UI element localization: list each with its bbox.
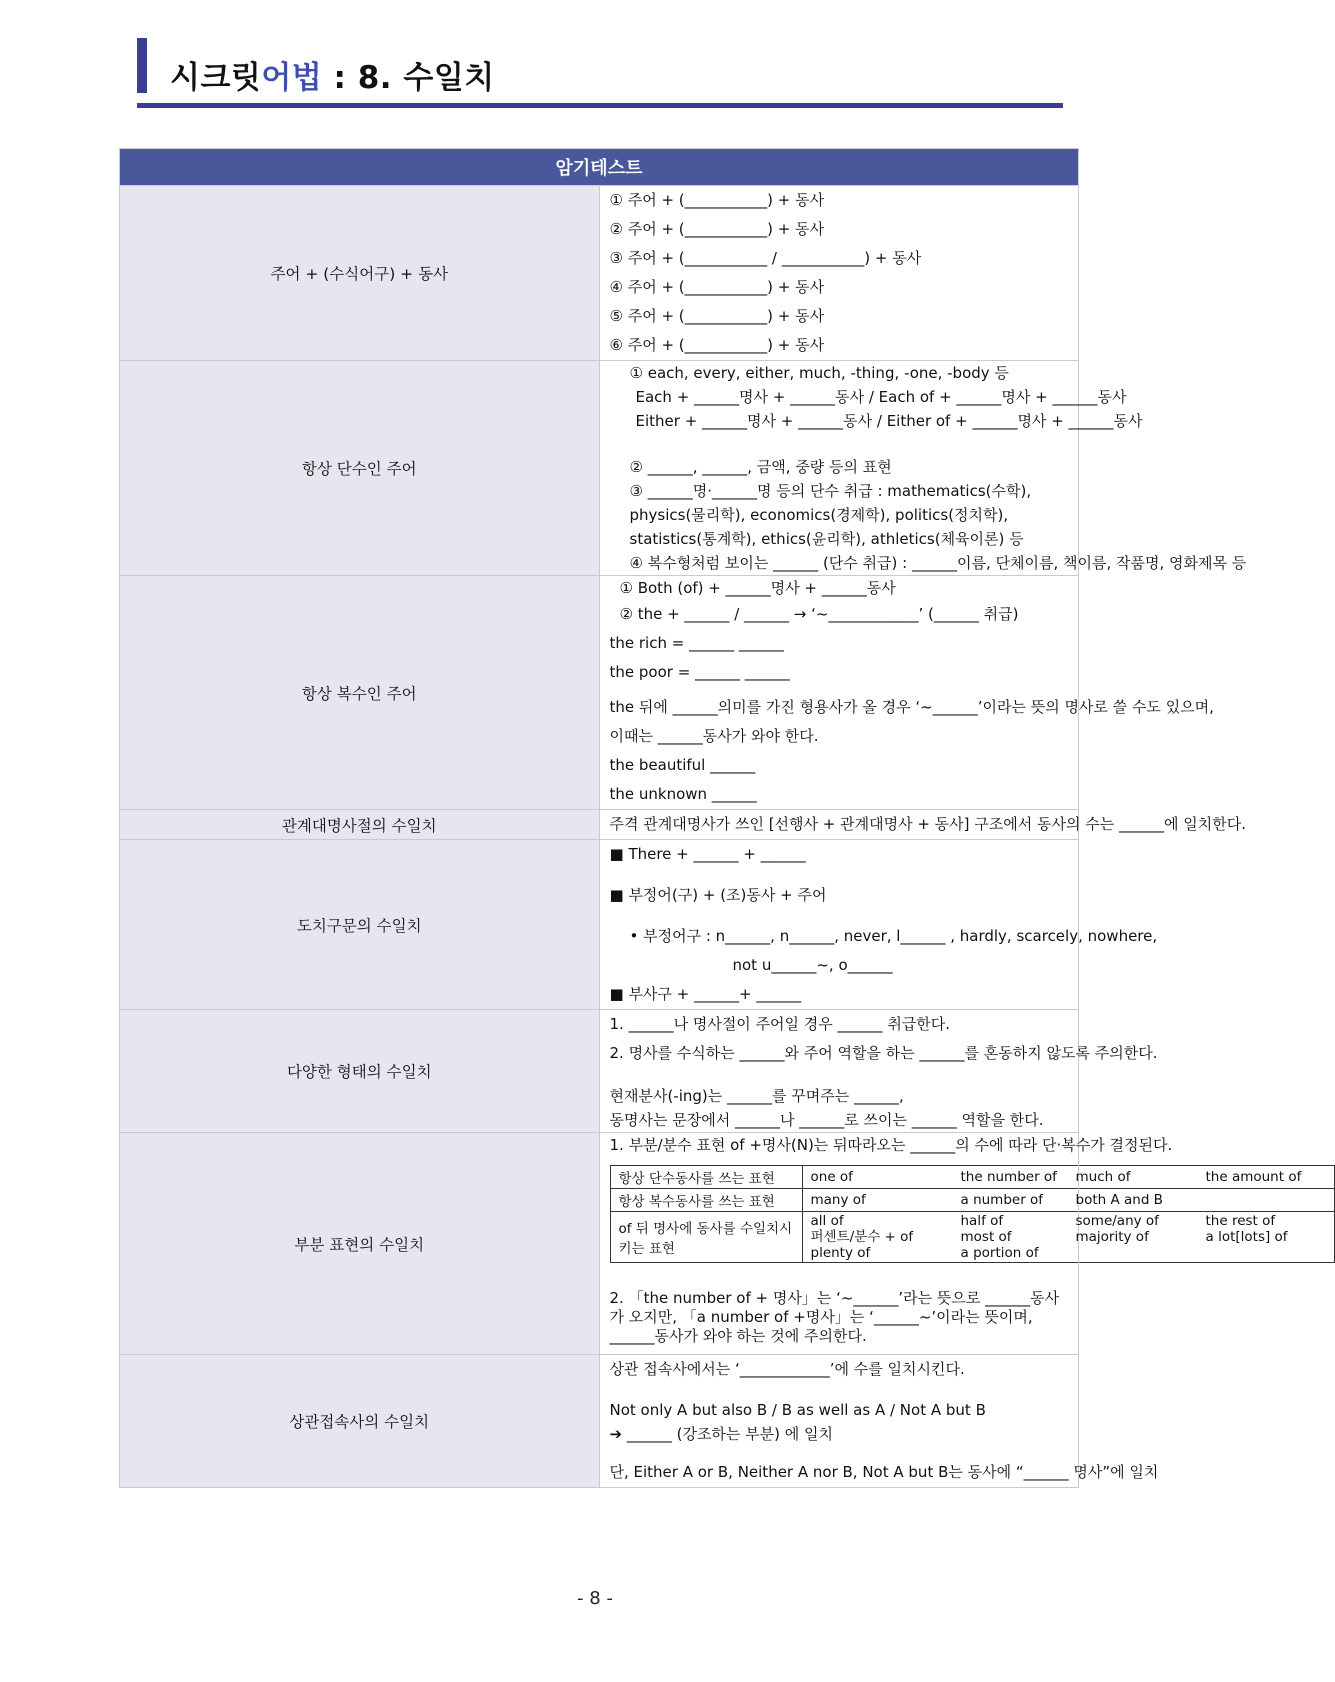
line: 이때는 ______동사가 와야 한다. bbox=[609, 727, 819, 745]
row-label: 항상 단수인 주어 bbox=[120, 361, 600, 576]
sub-table-row bbox=[610, 1166, 1334, 1189]
line: ⑤ 주어 + (___________) + 동사 bbox=[609, 307, 825, 325]
line: Each + ______명사 + ______동사 / Each of + ______명사 + ______동사 bbox=[635, 388, 1127, 406]
line: 동명사는 문장에서 ______나 ______로 쓰이는 ______ 역할을 한다. bbox=[609, 1111, 1044, 1129]
expression: the amount of bbox=[1205, 1169, 1302, 1185]
title-prefix: 시크릿 bbox=[170, 60, 262, 96]
line: ③ ______명·______명 등의 단수 취급 : mathematics(수학), physics(물리학), economics(경제학), politics(정치학), statistics(통계학), ethics(윤리학), athletics(체육이론) 등 bbox=[629, 482, 1032, 548]
table-row bbox=[120, 1133, 1079, 1355]
sub-key: of 뒤 명사에 동사를 수일치시키는 표현 bbox=[610, 1212, 802, 1263]
line: 2. 명사를 수식하는 ______와 주어 역할을 하는 ______를 혼동하지 않도록 주의한다. bbox=[609, 1044, 1158, 1062]
row-content bbox=[599, 1133, 1302, 1355]
line: 주격 관계대명사가 쓰인 [선행사 + 관계대명사 + 동사] 구조에서 동사의 수는 ______에 일치한다. bbox=[609, 815, 1246, 833]
expression: half of bbox=[960, 1213, 1004, 1229]
line: • 부정어구 : n______, n______, never, l______ , hardly, scarcely, nowhere, bbox=[629, 927, 1158, 945]
line: the rich = ______ ______ bbox=[609, 634, 784, 652]
line: the poor = ______ ______ bbox=[609, 663, 790, 681]
row-label: 관계대명사절의 수일치 bbox=[120, 810, 600, 840]
row-content bbox=[599, 576, 1214, 810]
row-content bbox=[599, 840, 1158, 1010]
expression: the number of bbox=[960, 1169, 1057, 1185]
table-row bbox=[120, 186, 1079, 361]
line: 1. 부분/분수 표현 of +명사(N)는 뒤따라오는 ______의 수에 따라 단·복수가 결정된다. bbox=[609, 1136, 1173, 1154]
table-row bbox=[120, 576, 1079, 810]
sub-values bbox=[802, 1166, 1334, 1189]
line: Either + ______명사 + ______동사 / Either of + ______명사 + ______동사 bbox=[635, 412, 1143, 430]
partial-expression-table bbox=[610, 1165, 1335, 1263]
title-accent: 어법 bbox=[261, 60, 323, 96]
line: ① Both (of) + ______명사 + ______동사 bbox=[619, 579, 896, 597]
expression: majority of bbox=[1075, 1229, 1149, 1245]
line: ③ 주어 + (___________ / ___________) + 동사 bbox=[609, 249, 922, 267]
line: the 뒤에 ______의미를 가진 형용사가 올 경우 ‘~______’이라는 뜻의 명사로 쓸 수도 있으며, bbox=[609, 698, 1214, 716]
line: ⑥ 주어 + (___________) + 동사 bbox=[609, 336, 825, 354]
sub-key: 항상 단수동사를 쓰는 표현 bbox=[610, 1166, 802, 1189]
spacer bbox=[610, 433, 1071, 455]
sub-values bbox=[802, 1189, 1334, 1212]
line: ② 주어 + (___________) + 동사 bbox=[609, 220, 825, 238]
row-content bbox=[599, 186, 1079, 361]
sub-values bbox=[802, 1212, 1334, 1263]
table-row bbox=[120, 361, 1079, 576]
line: the beautiful ______ bbox=[609, 756, 756, 774]
expression: much of bbox=[1075, 1169, 1131, 1185]
expression: many of bbox=[810, 1192, 866, 1208]
line: ④ 주어 + (___________) + 동사 bbox=[609, 278, 825, 296]
row-content bbox=[599, 1355, 1159, 1488]
expression: both A and B bbox=[1075, 1192, 1163, 1208]
table-row bbox=[120, 810, 1079, 840]
expression: all of bbox=[810, 1213, 844, 1229]
line: 상관 접속사에서는 ‘____________’에 수를 일치시킨다. bbox=[609, 1360, 965, 1378]
line: ■ 부정어(구) + (조)동사 + 주어 bbox=[609, 886, 827, 904]
line: 단, Either A or B, Neither A nor B, Not A but B는 동사에 “______ 명사”에 일치 bbox=[609, 1463, 1159, 1481]
sub-table-row bbox=[610, 1189, 1334, 1212]
expression: plenty of bbox=[810, 1245, 871, 1261]
expression: most of bbox=[960, 1229, 1012, 1245]
memorization-test-table bbox=[119, 148, 1302, 1488]
sub-table-row bbox=[610, 1212, 1334, 1263]
table-heading: 암기테스트 bbox=[120, 149, 1079, 186]
title-suffix: : 8. 수일치 bbox=[322, 60, 495, 96]
line: 현재분사(-ing)는 ______를 꾸며주는 ______, bbox=[609, 1087, 904, 1105]
page-title bbox=[170, 52, 495, 97]
title-accent-bar bbox=[137, 38, 147, 93]
line: ■ There + ______ + ______ bbox=[609, 845, 806, 863]
page-number: - 8 - bbox=[577, 1588, 613, 1609]
line: 2. 「the number of + 명사」는 ‘~______’라는 뜻으로 ______동사가 오지만, 「a number of +명사」는 ‘______~’이라는 뜻이며, ______동사가 와야 하는 것에 주의한다. bbox=[609, 1289, 1060, 1345]
row-content bbox=[599, 810, 1246, 840]
line: ① each, every, either, much, -thing, -one, -body 등 bbox=[629, 364, 1009, 382]
row-label: 주어 + (수식어구) + 동사 bbox=[120, 186, 600, 361]
row-content bbox=[599, 1010, 1158, 1133]
expression: some/any of bbox=[1075, 1213, 1159, 1229]
line: ④ 복수형처럼 보이는 ______ (단수 취급) : ______이름, 단체이름, 책이름, 작품명, 영화제목 등 bbox=[629, 554, 1247, 572]
table-row bbox=[120, 840, 1079, 1010]
line: ➔ ______ (강조하는 부분) 에 일치 bbox=[609, 1425, 834, 1443]
title-underline bbox=[137, 103, 1063, 108]
sub-key: 항상 복수동사를 쓰는 표현 bbox=[610, 1189, 802, 1212]
expression: a portion of bbox=[960, 1245, 1039, 1261]
line: 1. ______나 명사절이 주어일 경우 ______ 취급한다. bbox=[609, 1015, 951, 1033]
row-label: 부분 표현의 수일치 bbox=[120, 1133, 600, 1355]
expression: a lot[lots] of bbox=[1205, 1229, 1288, 1245]
expression: one of bbox=[810, 1169, 853, 1185]
line: not u______~, o______ bbox=[732, 956, 893, 974]
row-content bbox=[599, 361, 1247, 576]
row-label: 상관접속사의 수일치 bbox=[120, 1355, 600, 1488]
table-row bbox=[120, 1010, 1079, 1133]
row-label: 항상 복수인 주어 bbox=[120, 576, 600, 810]
row-label: 도치구문의 수일치 bbox=[120, 840, 600, 1010]
line: the unknown ______ bbox=[609, 785, 757, 803]
expression: a number of bbox=[960, 1192, 1044, 1208]
table-row bbox=[120, 1355, 1079, 1488]
expression: 퍼센트/분수 + of bbox=[810, 1229, 914, 1245]
line: Not only A but also B / B as well as A / Not A but B bbox=[609, 1401, 986, 1419]
row-label: 다양한 형태의 수일치 bbox=[120, 1010, 600, 1133]
line: ① 주어 + (___________) + 동사 bbox=[609, 191, 825, 209]
line: ② the + ______ / ______ → ‘~____________’ (______ 취급) bbox=[619, 605, 1019, 623]
line: ■ 부사구 + ______+ ______ bbox=[609, 985, 802, 1003]
expression: the rest of bbox=[1205, 1213, 1276, 1229]
line: ② ______, ______, 금액, 중량 등의 표현 bbox=[629, 458, 892, 476]
